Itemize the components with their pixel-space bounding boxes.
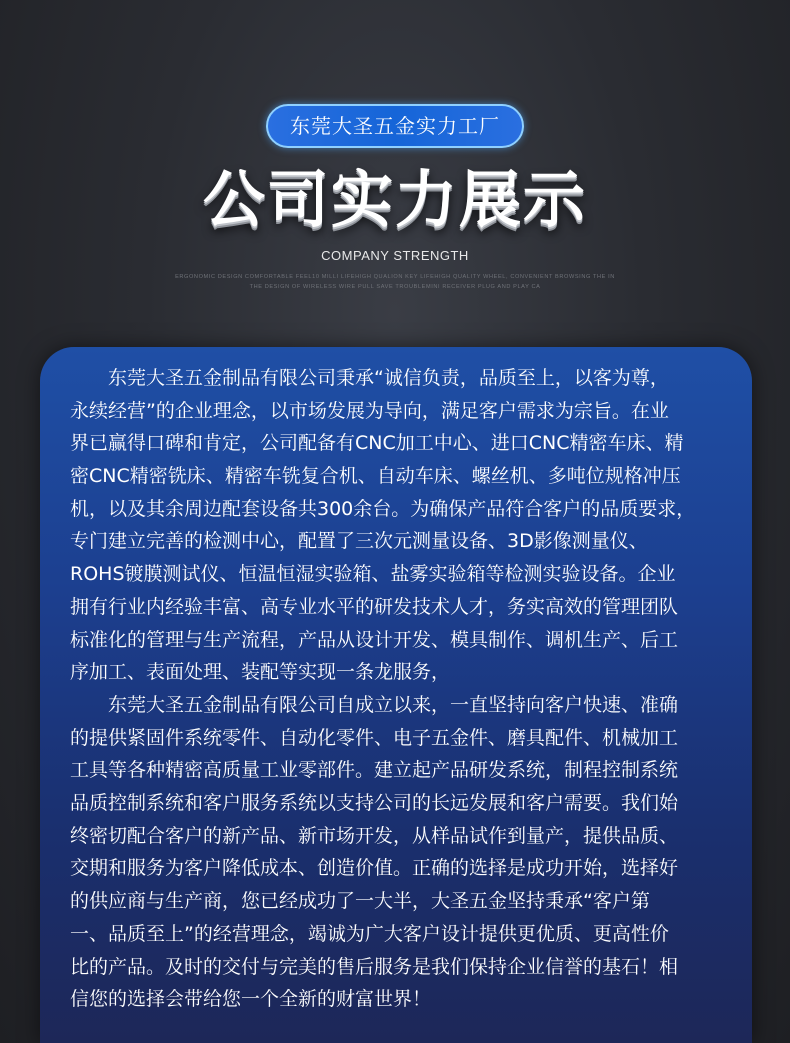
paragraph-1-line: 东莞大圣五金制品有限公司秉承“诚信负责，品质至上，以客为尊， — [70, 367, 669, 389]
paragraph-1 — [70, 362, 720, 689]
page-subtitle: COMPANY STRENGTH — [321, 248, 469, 263]
paragraph-1-line: 标准化的管理与生产流程，产品从设计开发、模具制作、调机生产、后工 — [70, 628, 679, 651]
paragraph-1-line: 拥有行业内经验丰富、高专业水平的研发技术人才，务实高效的管理团队 — [70, 595, 679, 618]
page-title: 公司实力展示 — [202, 163, 587, 236]
paragraph-2-line: 的供应商与生产商，您已经成功了一大半，大圣五金坚持秉承“客户第 — [70, 890, 650, 913]
paragraph-2-line: 东莞大圣五金制品有限公司自成立以来，一直坚持向客户快速、准确 — [70, 694, 679, 716]
tagline-line-1: ERGONOMIC DESIGN COMFORTABLE FEEL10 MILLI LIFEHIGH QUALION KEY LIFEHIGH QUALITY WHEEL, CONVENIENT BROWSING THE IN — [175, 274, 615, 280]
paragraph-2 — [70, 689, 720, 1016]
paragraph-1-line: 密CNC精密铣床、精密车铣复合机、自动车床、螺丝机、多吨位规格冲压 — [70, 465, 681, 488]
paragraph-2-line: 比的产品。及时的交付与完美的售后服务是我们保持企业信誉的基石！相 — [70, 955, 679, 978]
paragraph-2-line: 信您的选择会带给您一个全新的财富世界！ — [70, 988, 432, 1011]
paragraph-1-line: 专门建立完善的检测中心，配置了三次元测量设备、3D影像测量仪、 — [70, 530, 648, 553]
paragraph-2-line: 交期和服务为客户降低成本、创造价值。正确的选择是成功开始，选择好 — [70, 857, 679, 880]
paragraph-2-line: 一、品质至上”的经营理念，竭诚为广大客户设计提供更优质、更高性价 — [70, 922, 669, 945]
paragraph-1-line: 机，以及其余周边配套设备共300余台。为确保产品符合客户的品质要求， — [70, 497, 696, 520]
paragraph-1-line: 序加工、表面处理、装配等实现一条龙服务， — [70, 661, 451, 684]
paragraph-2-line: 终密切配合客户的新产品、新市场开发，从样品试作到量产，提供品质、 — [70, 824, 679, 847]
paragraph-1-line: ROHS镀膜测试仪、恒温恒湿实验箱、盐雾实验箱等检测实验设备。企业 — [70, 563, 676, 586]
factory-badge: 东莞大圣五金实力工厂 — [266, 104, 524, 148]
paragraph-1-line: 永续经营”的企业理念，以市场发展为导向，满足客户需求为宗旨。在业 — [70, 399, 669, 422]
paragraph-1-line: 界已赢得口碑和肯定，公司配备有CNC加工中心、进口CNC精密车床、精 — [70, 432, 684, 455]
paragraph-2-line: 品质控制系统和客户服务系统以支持公司的长远发展和客户需要。我们始 — [70, 792, 679, 815]
paragraph-2-line: 工具等各种精密高质量工业零部件。建立起产品研发系统，制程控制系统 — [70, 759, 679, 782]
tagline-line-2: THE DESIGN OF WIRELESS WIRE PULL SAVE TROUBLEMINI RECEIVER PLUG AND PLAY CA — [249, 284, 541, 290]
paragraph-2-line: 的提供紧固件系统零件、自动化零件、电子五金件、磨具配件、机械加工 — [70, 726, 679, 749]
